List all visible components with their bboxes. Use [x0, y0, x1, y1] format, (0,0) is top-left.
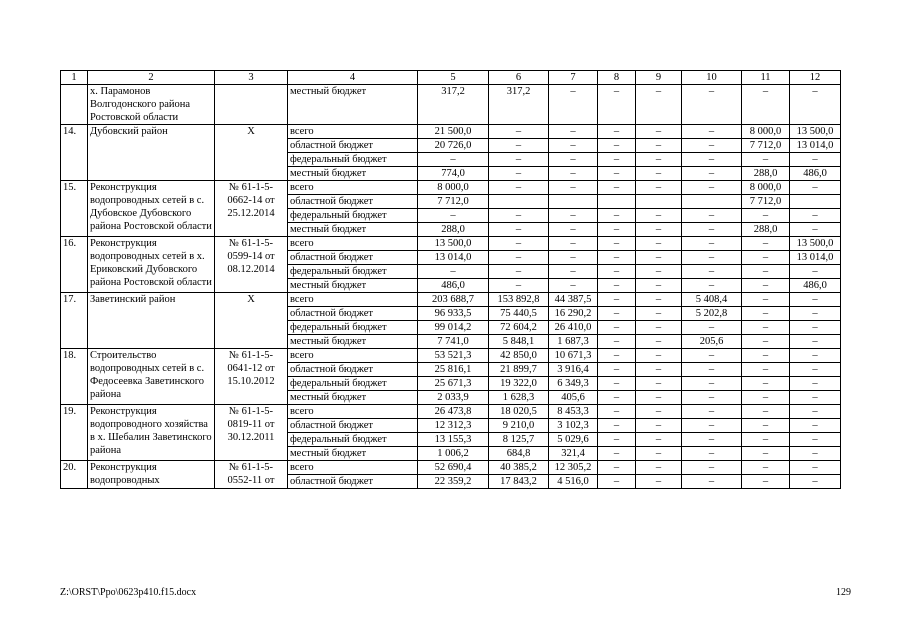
- amount-cell: –: [636, 209, 682, 223]
- amount-cell: –: [742, 209, 790, 223]
- header-row: [61, 71, 841, 85]
- amount-cell: –: [636, 419, 682, 433]
- amount-cell: –: [682, 279, 742, 293]
- amount-cell: 10 671,3: [549, 349, 598, 363]
- amount-cell: –: [598, 293, 636, 307]
- amount-cell: –: [418, 265, 489, 279]
- amount-cell: 21 500,0: [418, 125, 489, 139]
- amount-cell: 7 712,0: [742, 139, 790, 153]
- amount-cell: –: [636, 321, 682, 335]
- footer-file-path: Z:\ORST\Ppo\0623p410.f15.docx: [60, 587, 197, 598]
- amount-cell: –: [742, 85, 790, 125]
- amount-cell: –: [790, 391, 841, 405]
- column-header: 5: [418, 71, 489, 85]
- amount-cell: 8 000,0: [418, 181, 489, 195]
- amount-cell: –: [549, 209, 598, 223]
- funding-source: местный бюджет: [288, 447, 418, 461]
- amount-cell: 405,6: [549, 391, 598, 405]
- amount-cell: –: [598, 85, 636, 125]
- document-reference: № 61-1-5-0641-12 от 15.10.2012: [215, 349, 288, 405]
- amount-cell: –: [598, 307, 636, 321]
- column-header: 10: [682, 71, 742, 85]
- amount-cell: 12 312,3: [418, 419, 489, 433]
- amount-cell: –: [790, 321, 841, 335]
- amount-cell: –: [598, 181, 636, 195]
- amount-cell: 13 155,3: [418, 433, 489, 447]
- amount-cell: –: [636, 167, 682, 181]
- row-number: 17.: [61, 293, 88, 349]
- funding-source: всего: [288, 349, 418, 363]
- amount-cell: –: [682, 447, 742, 461]
- amount-cell: 8 125,7: [489, 433, 549, 447]
- amount-cell: 96 933,5: [418, 307, 489, 321]
- amount-cell: 288,0: [418, 223, 489, 237]
- amount-cell: –: [790, 85, 841, 125]
- amount-cell: –: [598, 419, 636, 433]
- amount-cell: –: [682, 433, 742, 447]
- amount-cell: –: [549, 279, 598, 293]
- amount-cell: –: [790, 265, 841, 279]
- amount-cell: –: [790, 461, 841, 475]
- footer-page-number: 129: [836, 587, 851, 598]
- amount-cell: –: [636, 293, 682, 307]
- amount-cell: –: [598, 391, 636, 405]
- amount-cell: –: [549, 251, 598, 265]
- amount-cell: 317,2: [489, 85, 549, 125]
- amount-cell: –: [636, 139, 682, 153]
- amount-cell: –: [598, 349, 636, 363]
- amount-cell: 5 202,8: [682, 307, 742, 321]
- amount-cell: –: [636, 153, 682, 167]
- amount-cell: –: [682, 251, 742, 265]
- amount-cell: [636, 195, 682, 209]
- row-number: 16.: [61, 237, 88, 293]
- amount-cell: –: [742, 307, 790, 321]
- document-reference: № 61-1-5-0599-14 от 08.12.2014: [215, 237, 288, 293]
- amount-cell: 16 290,2: [549, 307, 598, 321]
- amount-cell: –: [742, 419, 790, 433]
- funding-source: всего: [288, 181, 418, 195]
- amount-cell: –: [636, 363, 682, 377]
- amount-cell: –: [790, 419, 841, 433]
- amount-cell: 7 712,0: [742, 195, 790, 209]
- amount-cell: [489, 195, 549, 209]
- amount-cell: –: [790, 349, 841, 363]
- amount-cell: 5 408,4: [682, 293, 742, 307]
- amount-cell: 99 014,2: [418, 321, 489, 335]
- amount-cell: –: [598, 265, 636, 279]
- column-header: 2: [88, 71, 215, 85]
- amount-cell: 7 741,0: [418, 335, 489, 349]
- amount-cell: –: [489, 265, 549, 279]
- amount-cell: 5 848,1: [489, 335, 549, 349]
- amount-cell: 8 000,0: [742, 125, 790, 139]
- funding-source: местный бюджет: [288, 167, 418, 181]
- amount-cell: –: [742, 405, 790, 419]
- amount-cell: –: [549, 85, 598, 125]
- amount-cell: –: [742, 293, 790, 307]
- funding-source: федеральный бюджет: [288, 377, 418, 391]
- amount-cell: 1 628,3: [489, 391, 549, 405]
- amount-cell: –: [549, 265, 598, 279]
- amount-cell: –: [598, 377, 636, 391]
- amount-cell: –: [636, 125, 682, 139]
- amount-cell: [598, 195, 636, 209]
- funding-source: всего: [288, 237, 418, 251]
- object-name: Реконструкция водопроводного хозяйства в х. Шебалин Заветинского района: [88, 405, 215, 461]
- funding-source: местный бюджет: [288, 85, 418, 125]
- amount-cell: –: [742, 153, 790, 167]
- amount-cell: –: [598, 237, 636, 251]
- object-name: Реконструкция водопроводных сетей в х. Ериковский Дубовского района Ростовской области: [88, 237, 215, 293]
- amount-cell: 2 033,9: [418, 391, 489, 405]
- amount-cell: –: [742, 349, 790, 363]
- amount-cell: –: [636, 447, 682, 461]
- amount-cell: –: [636, 349, 682, 363]
- amount-cell: 203 688,7: [418, 293, 489, 307]
- amount-cell: [790, 195, 841, 209]
- column-header: 3: [215, 71, 288, 85]
- object-name: Реконструкция водопроводных: [88, 461, 215, 489]
- table-row: [61, 293, 841, 307]
- object-name: Строительство водопроводных сетей в с. Федосеевка Заветинского района: [88, 349, 215, 405]
- row-number: 20.: [61, 461, 88, 489]
- amount-cell: 22 359,2: [418, 475, 489, 489]
- funding-source: областной бюджет: [288, 251, 418, 265]
- column-header: 12: [790, 71, 841, 85]
- amount-cell: 44 387,5: [549, 293, 598, 307]
- amount-cell: –: [790, 153, 841, 167]
- amount-cell: –: [790, 433, 841, 447]
- amount-cell: –: [682, 223, 742, 237]
- amount-cell: 8 000,0: [742, 181, 790, 195]
- amount-cell: –: [489, 139, 549, 153]
- amount-cell: –: [682, 85, 742, 125]
- amount-cell: –: [682, 125, 742, 139]
- amount-cell: –: [682, 209, 742, 223]
- amount-cell: 3 102,3: [549, 419, 598, 433]
- funding-source: областной бюджет: [288, 419, 418, 433]
- amount-cell: –: [682, 139, 742, 153]
- amount-cell: –: [682, 377, 742, 391]
- amount-cell: –: [636, 475, 682, 489]
- amount-cell: 19 322,0: [489, 377, 549, 391]
- amount-cell: –: [742, 363, 790, 377]
- funding-source: всего: [288, 405, 418, 419]
- funding-source: федеральный бюджет: [288, 153, 418, 167]
- funding-source: местный бюджет: [288, 335, 418, 349]
- amount-cell: 26 410,0: [549, 321, 598, 335]
- amount-cell: –: [790, 335, 841, 349]
- amount-cell: –: [682, 419, 742, 433]
- amount-cell: –: [598, 335, 636, 349]
- amount-cell: 4 516,0: [549, 475, 598, 489]
- amount-cell: –: [682, 391, 742, 405]
- amount-cell: –: [636, 433, 682, 447]
- amount-cell: –: [598, 363, 636, 377]
- amount-cell: –: [549, 181, 598, 195]
- amount-cell: –: [549, 125, 598, 139]
- amount-cell: –: [636, 391, 682, 405]
- amount-cell: –: [598, 251, 636, 265]
- column-header: 1: [61, 71, 88, 85]
- amount-cell: 1 006,2: [418, 447, 489, 461]
- amount-cell: 13 014,0: [418, 251, 489, 265]
- amount-cell: –: [598, 153, 636, 167]
- funding-source: местный бюджет: [288, 279, 418, 293]
- amount-cell: –: [598, 447, 636, 461]
- amount-cell: –: [489, 181, 549, 195]
- funding-source: областной бюджет: [288, 363, 418, 377]
- amount-cell: –: [682, 153, 742, 167]
- document-reference: Х: [215, 125, 288, 181]
- amount-cell: –: [636, 265, 682, 279]
- amount-cell: –: [790, 377, 841, 391]
- amount-cell: –: [598, 209, 636, 223]
- amount-cell: 13 500,0: [790, 237, 841, 251]
- amount-cell: –: [682, 475, 742, 489]
- amount-cell: 25 671,3: [418, 377, 489, 391]
- amount-cell: 288,0: [742, 167, 790, 181]
- amount-cell: –: [636, 307, 682, 321]
- funding-source: местный бюджет: [288, 223, 418, 237]
- amount-cell: –: [598, 223, 636, 237]
- amount-cell: 6 349,3: [549, 377, 598, 391]
- amount-cell: 486,0: [790, 279, 841, 293]
- amount-cell: –: [549, 153, 598, 167]
- amount-cell: –: [742, 433, 790, 447]
- amount-cell: 486,0: [790, 167, 841, 181]
- amount-cell: –: [742, 377, 790, 391]
- amount-cell: –: [790, 181, 841, 195]
- amount-cell: –: [682, 181, 742, 195]
- amount-cell: [682, 195, 742, 209]
- amount-cell: –: [489, 279, 549, 293]
- document-reference: [215, 85, 288, 125]
- amount-cell: –: [489, 223, 549, 237]
- amount-cell: 20 726,0: [418, 139, 489, 153]
- amount-cell: –: [598, 279, 636, 293]
- amount-cell: –: [489, 153, 549, 167]
- amount-cell: 52 690,4: [418, 461, 489, 475]
- amount-cell: –: [682, 349, 742, 363]
- amount-cell: –: [682, 265, 742, 279]
- table-row: [61, 237, 841, 251]
- amount-cell: 5 029,6: [549, 433, 598, 447]
- row-number: [61, 85, 88, 125]
- amount-cell: 8 453,3: [549, 405, 598, 419]
- funding-source: федеральный бюджет: [288, 321, 418, 335]
- amount-cell: –: [598, 139, 636, 153]
- amount-cell: –: [790, 363, 841, 377]
- column-header: 8: [598, 71, 636, 85]
- amount-cell: –: [489, 125, 549, 139]
- table-row: [61, 405, 841, 419]
- amount-cell: 25 816,1: [418, 363, 489, 377]
- amount-cell: 205,6: [682, 335, 742, 349]
- amount-cell: –: [790, 447, 841, 461]
- amount-cell: 17 843,2: [489, 475, 549, 489]
- amount-cell: 7 712,0: [418, 195, 489, 209]
- document-reference: Х: [215, 293, 288, 349]
- amount-cell: –: [636, 251, 682, 265]
- amount-cell: –: [742, 447, 790, 461]
- amount-cell: 1 687,3: [549, 335, 598, 349]
- document-reference: № 61-1-5-0552-11 от: [215, 461, 288, 489]
- amount-cell: –: [682, 363, 742, 377]
- object-name: Заветинский район: [88, 293, 215, 349]
- amount-cell: 42 850,0: [489, 349, 549, 363]
- amount-cell: –: [742, 237, 790, 251]
- amount-cell: –: [598, 433, 636, 447]
- amount-cell: 153 892,8: [489, 293, 549, 307]
- row-number: 15.: [61, 181, 88, 237]
- amount-cell: –: [489, 209, 549, 223]
- funding-source: всего: [288, 461, 418, 475]
- amount-cell: –: [682, 461, 742, 475]
- amount-cell: 40 385,2: [489, 461, 549, 475]
- amount-cell: 18 020,5: [489, 405, 549, 419]
- amount-cell: –: [742, 265, 790, 279]
- table-row: [61, 85, 841, 125]
- amount-cell: 321,4: [549, 447, 598, 461]
- amount-cell: 13 500,0: [790, 125, 841, 139]
- document-reference: № 61-1-5-0662-14 от 25.12.2014: [215, 181, 288, 237]
- amount-cell: –: [742, 391, 790, 405]
- object-name: Дубовский район: [88, 125, 215, 181]
- table-row: [61, 349, 841, 363]
- column-header: 9: [636, 71, 682, 85]
- row-number: 19.: [61, 405, 88, 461]
- amount-cell: –: [790, 293, 841, 307]
- amount-cell: [549, 195, 598, 209]
- amount-cell: 486,0: [418, 279, 489, 293]
- amount-cell: –: [636, 85, 682, 125]
- amount-cell: –: [549, 139, 598, 153]
- amount-cell: 21 899,7: [489, 363, 549, 377]
- amount-cell: –: [549, 237, 598, 251]
- funding-source: областной бюджет: [288, 195, 418, 209]
- amount-cell: –: [489, 167, 549, 181]
- amount-cell: –: [742, 461, 790, 475]
- funding-source: федеральный бюджет: [288, 265, 418, 279]
- column-header: 4: [288, 71, 418, 85]
- amount-cell: 13 014,0: [790, 139, 841, 153]
- amount-cell: –: [636, 335, 682, 349]
- amount-cell: –: [742, 279, 790, 293]
- amount-cell: –: [742, 335, 790, 349]
- amount-cell: –: [598, 125, 636, 139]
- amount-cell: 3 916,4: [549, 363, 598, 377]
- amount-cell: –: [790, 209, 841, 223]
- funding-source: областной бюджет: [288, 307, 418, 321]
- amount-cell: –: [682, 321, 742, 335]
- amount-cell: –: [636, 279, 682, 293]
- table-row: [61, 125, 841, 139]
- amount-cell: –: [790, 307, 841, 321]
- funding-source: областной бюджет: [288, 139, 418, 153]
- amount-cell: –: [418, 209, 489, 223]
- funding-source: местный бюджет: [288, 391, 418, 405]
- object-name: х. Парамонов Волгодонского района Ростовской области: [88, 85, 215, 125]
- funding-source: областной бюджет: [288, 475, 418, 489]
- document-reference: № 61-1-5-0819-11 от 30.12.2011: [215, 405, 288, 461]
- amount-cell: 26 473,8: [418, 405, 489, 419]
- amount-cell: –: [742, 475, 790, 489]
- amount-cell: 317,2: [418, 85, 489, 125]
- amount-cell: –: [636, 377, 682, 391]
- amount-cell: –: [790, 475, 841, 489]
- amount-cell: –: [598, 167, 636, 181]
- amount-cell: 288,0: [742, 223, 790, 237]
- amount-cell: –: [489, 251, 549, 265]
- row-number: 18.: [61, 349, 88, 405]
- amount-cell: –: [598, 321, 636, 335]
- amount-cell: 774,0: [418, 167, 489, 181]
- amount-cell: –: [682, 405, 742, 419]
- amount-cell: –: [636, 405, 682, 419]
- amount-cell: –: [742, 321, 790, 335]
- row-number: 14.: [61, 125, 88, 181]
- amount-cell: –: [790, 405, 841, 419]
- amount-cell: 53 521,3: [418, 349, 489, 363]
- amount-cell: 75 440,5: [489, 307, 549, 321]
- funding-source: федеральный бюджет: [288, 433, 418, 447]
- amount-cell: –: [636, 461, 682, 475]
- amount-cell: –: [549, 167, 598, 181]
- amount-cell: 684,8: [489, 447, 549, 461]
- amount-cell: –: [682, 237, 742, 251]
- amount-cell: –: [742, 251, 790, 265]
- amount-cell: –: [598, 405, 636, 419]
- amount-cell: –: [682, 167, 742, 181]
- amount-cell: –: [418, 153, 489, 167]
- amount-cell: –: [598, 475, 636, 489]
- table-row: [61, 181, 841, 195]
- funding-source: всего: [288, 293, 418, 307]
- amount-cell: –: [489, 237, 549, 251]
- amount-cell: 9 210,0: [489, 419, 549, 433]
- amount-cell: 13 500,0: [418, 237, 489, 251]
- amount-cell: –: [598, 461, 636, 475]
- budget-table: [60, 70, 841, 489]
- funding-source: всего: [288, 125, 418, 139]
- amount-cell: 12 305,2: [549, 461, 598, 475]
- amount-cell: –: [636, 237, 682, 251]
- column-header: 6: [489, 71, 549, 85]
- funding-source: федеральный бюджет: [288, 209, 418, 223]
- amount-cell: –: [549, 223, 598, 237]
- amount-cell: 72 604,2: [489, 321, 549, 335]
- amount-cell: –: [636, 181, 682, 195]
- object-name: Реконструкция водопроводных сетей в с. Дубовское Дубовского района Ростовской области: [88, 181, 215, 237]
- amount-cell: –: [790, 223, 841, 237]
- amount-cell: –: [636, 223, 682, 237]
- column-header: 7: [549, 71, 598, 85]
- amount-cell: 13 014,0: [790, 251, 841, 265]
- table-row: [61, 461, 841, 475]
- column-header: 11: [742, 71, 790, 85]
